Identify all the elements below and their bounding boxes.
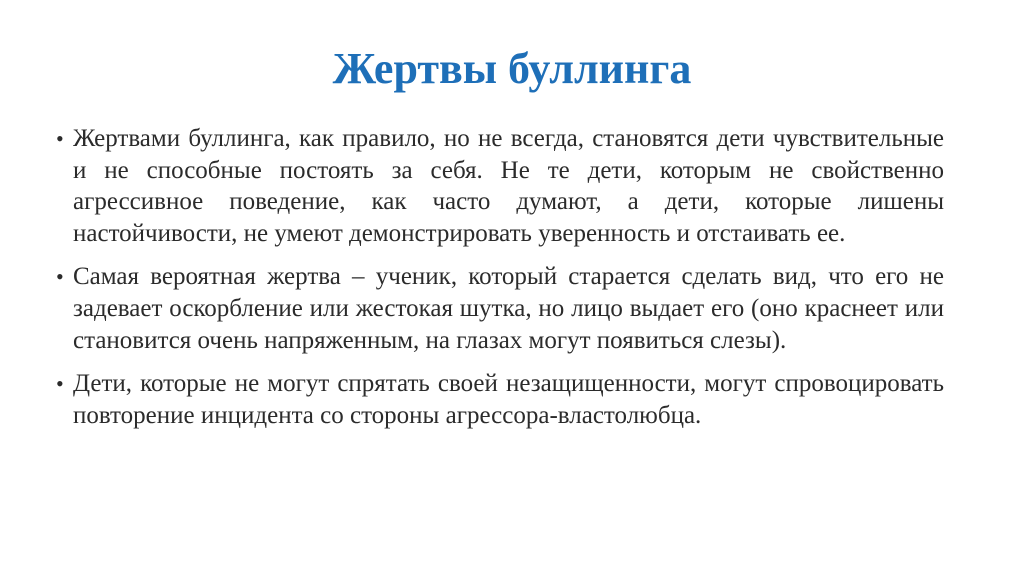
bullet-text-1: Жертвами буллинга, как правило, но не всегда, становятся дети чувствительные и не способные постоять за себя. Не те дети, которым не свойственно агрессивное поведение, как часто думают, а дети, которые лишены настойчивости, не умеют демонстрировать уверенность и отстаивать ее. xyxy=(73,125,944,247)
slide-title: Жертвы буллинга xyxy=(332,44,692,93)
bullet-text-3: Дети, которые не могут спрятать своей незащищенности, могут спровоцировать повторение инцидента со стороны агрессора-властолюбца. xyxy=(73,370,944,429)
bullet-item-3 xyxy=(56,368,944,431)
bullet-text-2: Самая вероятная жертва – ученик, который старается сделать вид, что его не задевает оскорбление или жестокая шутка, но лицо выдает его (оно краснеет или становится очень напряженным, на глазах могут появиться слезы). xyxy=(73,263,944,354)
bullet-list xyxy=(56,123,944,443)
bullet-item-2 xyxy=(56,261,944,356)
bullet-marker-icon: • xyxy=(56,126,64,151)
bullet-marker-icon: • xyxy=(56,264,64,290)
bullet-marker-icon: • xyxy=(56,371,64,397)
bullet-item-1 xyxy=(56,123,944,249)
